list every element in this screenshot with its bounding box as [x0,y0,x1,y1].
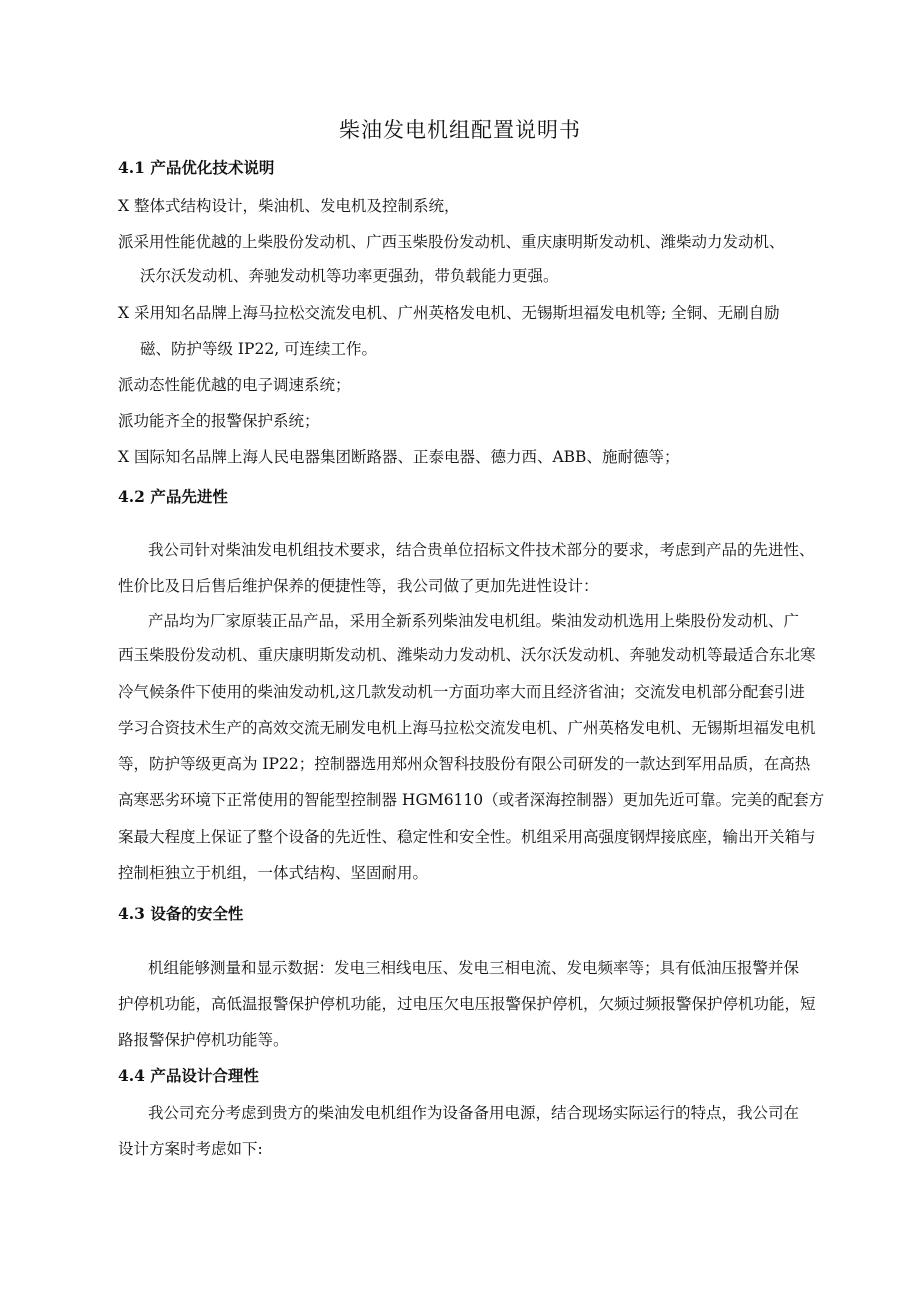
feature-item: X 国际知名品牌上海人民电器集团断路器、正泰电器、德力西、ABB、施耐德等； [118,448,680,466]
paragraph-line: 等，防护等级更高为 IP22；控制器选用郑州众智科技股份有限公司研发的一款达到军用品质，在高热 [118,755,811,773]
feature-item: 派采用性能优越的上柴股份发动机、广西玉柴股份发动机、重庆康明斯发动机、潍柴动力发动机、 [118,233,785,251]
feature-item: X 整体式结构设计，柴油机、发电机及控制系统， [118,197,460,215]
feature-item-continuation: 磁、防护等级 IP22, 可连续工作。 [140,340,378,358]
section-heading-4-3: 4.3 设备的安全性 [118,904,244,923]
section-heading-4-1: 4.1 产品优化技术说明 [118,158,275,177]
paragraph-line: 控制柜独立于机组，一体式结构、坚固耐用。 [118,864,429,882]
paragraph-line: 性价比及日后售后维护保养的便捷性等，我公司做了更加先进性设计： [118,577,599,595]
paragraph-line: 高寒恶劣环境下正常使用的智能型控制器 HGM6110（或者深海控制器）更加先近可靠。完美的配套方 [118,791,825,809]
paragraph-line: 学习合资技术生产的高效交流无刷发电机上海马拉松交流发电机、广州英格发电机、无锡斯坦福发电机 [118,719,816,737]
paragraph-line: 西玉柴股份发动机、重庆康明斯发动机、潍柴动力发动机、沃尔沃发动机、奔驰发动机等最适合东北寒 [118,646,816,664]
section-heading-4-4: 4.4 产品设计合理性 [118,1066,259,1085]
paragraph-line: 我公司充分考虑到贵方的柴油发电机组作为设备备用电源，结合现场实际运行的特点，我公司在 [148,1104,800,1122]
page-title: 柴油发电机组配置说明书 [339,118,581,142]
feature-item: X 采用知名品牌上海马拉松交流发电机、广州英格发电机、无锡斯坦福发电机等; 全铜、无刷自励 [118,304,780,322]
feature-item: 派功能齐全的报警保护系统； [118,412,320,430]
paragraph-line: 冷气候条件下使用的柴油发动机,这几款发动机一方面功率大而且经济省油；交流发电机部分配套引进 [118,683,805,701]
paragraph-line: 案最大程度上保证了整个设备的先近性、稳定性和安全性。机组采用高强度钢焊接底座，输出开关箱与 [118,828,816,846]
section-heading-4-2: 4.2 产品先进性 [118,487,228,506]
paragraph-line: 设计方案时考虑如下: [118,1140,263,1158]
paragraph-line: 我公司针对柴油发电机组技术要求，结合贵单位招标文件技术部分的要求，考虑到产品的先进性、 [148,541,815,559]
feature-item: 派动态性能优越的电子调速系统； [118,376,351,394]
feature-item-continuation: 沃尔沃发动机、奔驰发动机等功率更强劲，带负载能力更强。 [140,267,559,285]
paragraph-line: 路报警保护停机功能等。 [118,1031,289,1049]
paragraph-line: 机组能够测量和显示数据：发电三相线电压、发电三相电流、发电频率等；具有低油压报警并保 [148,959,800,977]
paragraph-line: 产品均为厂家原装正品产品，采用全新系列柴油发电机组。柴油发动机选用上柴股份发动机、广 [148,612,800,630]
paragraph-line: 护停机功能，高低温报警保护停机功能，过电压欠电压报警保护停机，欠频过频报警保护停机功能，短 [118,995,816,1013]
